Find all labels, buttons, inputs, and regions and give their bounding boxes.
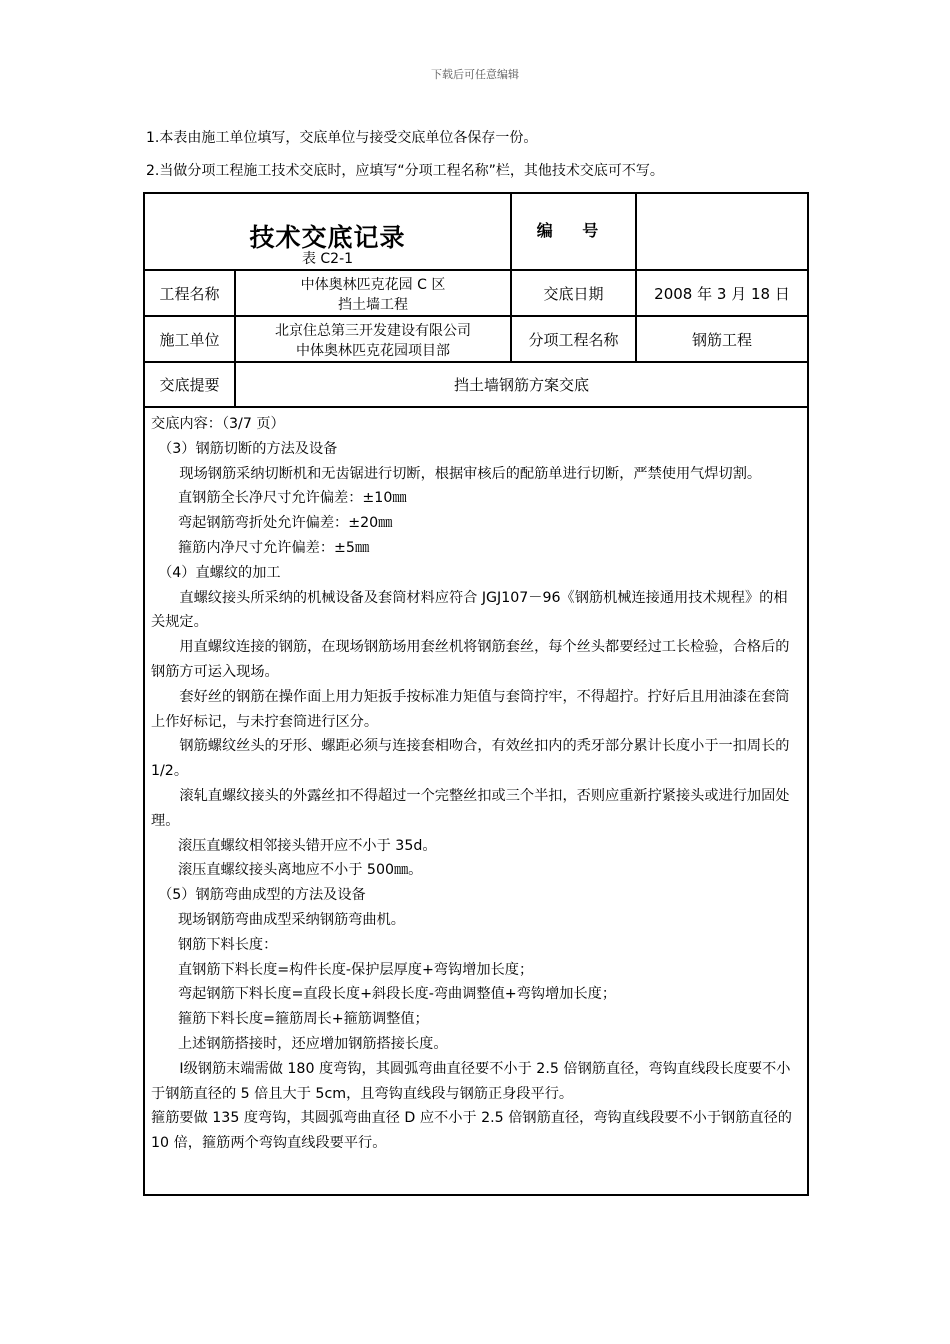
content-paragraph: 现场钢筋采纳切断机和无齿锯进行切断，根据审核后的配筋单进行切断，严禁使用气焊切割。	[179, 465, 762, 482]
content-paragraph: 钢筋螺纹丝头的牙形、螺距必须与连接套相吻合，有效丝扣内的秃牙部分累计长度小于一扣周长的 1/2。	[151, 738, 790, 780]
number-label: 编 号	[511, 193, 636, 270]
disclosure-date-label: 交底日期	[511, 270, 636, 316]
section-heading-5: （5）钢筋弯曲成型的方法及设备	[158, 887, 366, 904]
content-paragraph: 现场钢筋弯曲成型采纳钢筋弯曲机。	[177, 911, 405, 928]
section-heading-3: （3）钢筋切断的方法及设备	[158, 440, 338, 457]
number-value	[636, 193, 808, 270]
instruction-note-2: 2.当做分项工程施工技术交底时，应填写“分项工程名称”栏，其他技术交底可不写。	[146, 163, 664, 179]
contractor-line-2: 中体奥林匹克花园项目部	[296, 343, 450, 359]
watermark-text: 下载后可任意编辑	[431, 68, 519, 81]
form-title: 技术交底记录	[249, 223, 406, 252]
content-paragraph: 上述钢筋搭接时，还应增加钢筋搭接长度。	[177, 1035, 448, 1052]
summary-value: 挡土墙钢筋方案交底	[235, 362, 808, 407]
content-paragraph: 箍筋要做 135 度弯钩，其圆弧弯曲直径 D 应不小于 2.5 倍钢筋直径，弯钩直线段要不小于钢筋直径的 10 倍，箍筋两个弯钩直线段要平行。	[151, 1110, 792, 1152]
section-heading-4: （4）直螺纹的加工	[158, 564, 281, 581]
disclosure-date-value: 2008 年 3 月 18 日	[636, 270, 808, 316]
content-paragraph: 滚轧直螺纹接头的外露丝扣不得超过一个完整丝扣或三个半扣，否则应重新拧紧接头或进行加固处理。	[151, 787, 790, 829]
content-heading: 交底内容：（3/7 页）	[151, 416, 285, 432]
content-paragraph: 滚压直螺纹相邻接头错开应不小于 35d。	[177, 837, 437, 854]
project-name-value	[235, 270, 511, 316]
content-paragraph: 箍筋内净尺寸允许偏差：±5㎜	[177, 539, 370, 556]
project-name-label: 工程名称	[144, 270, 235, 316]
summary-label: 交底提要	[144, 362, 235, 407]
content-paragraph: Ⅰ级钢筋末端需做 180 度弯钩，其圆弧弯曲直径要不小于 2.5 倍钢筋直径，弯钩直线段长度要不小于钢筋直径的 5 倍且大于 5cm，且弯钩直线段与钢筋正身段平行。	[151, 1060, 791, 1102]
content-paragraph: 弯起钢筋弯折处允许偏差：±20㎜	[177, 515, 393, 532]
content-paragraph: 滚压直螺纹接头离地应不小于 500㎜。	[177, 862, 423, 879]
content-paragraph: 箍筋下料长度=箍筋周长+箍筋调整值；	[177, 1011, 429, 1028]
instruction-note-1: 1.本表由施工单位填写，交底单位与接受交底单位各保存一份。	[146, 130, 538, 146]
contractor-label: 施工单位	[144, 316, 235, 362]
content-paragraph: 直钢筋全长净尺寸允许偏差：±10㎜	[177, 490, 407, 507]
content-paragraph: 直钢筋下料长度=构件长度-保护层厚度+弯钩增加长度；	[177, 961, 534, 978]
subproject-name-label: 分项工程名称	[511, 316, 636, 362]
content-paragraph: 套好丝的钢筋在操作面上用力矩扳手按标准力矩值与套筒拧牢，不得超拧。拧好后且用油漆在套筒上作好标记，与未拧套筒进行区分。	[151, 688, 790, 730]
contractor-line-1: 北京住总第三开发建设有限公司	[275, 323, 471, 339]
content-paragraph: 钢筋下料长度：	[177, 936, 278, 953]
content-paragraph: 用直螺纹连接的钢筋，在现场钢筋场用套丝机将钢筋套丝，每个丝头都要经过工长检验，合格后的钢筋方可运入现场。	[151, 639, 790, 680]
content-paragraph: 弯起钢筋下料长度=直段长度+斜段长度-弯曲调整值+弯钩增加长度；	[177, 986, 617, 1003]
project-name-line-2: 挡土墙工程	[338, 297, 408, 313]
form-code: 表 C2-1	[301, 251, 354, 267]
disclosure-content-cell	[144, 407, 808, 1195]
subproject-name-value: 钢筋工程	[636, 316, 808, 362]
content-paragraph: 直螺纹接头所采纳的机械设备及套筒材料应符合 JGJ107－96《钢筋机械连接通用技术规程》的相关规定。	[151, 589, 788, 631]
technical-disclosure-record-table	[143, 192, 809, 1196]
project-name-line-1: 中体奥林匹克花园 C 区	[300, 277, 446, 293]
contractor-value	[235, 316, 511, 362]
form-title-cell	[144, 193, 511, 270]
